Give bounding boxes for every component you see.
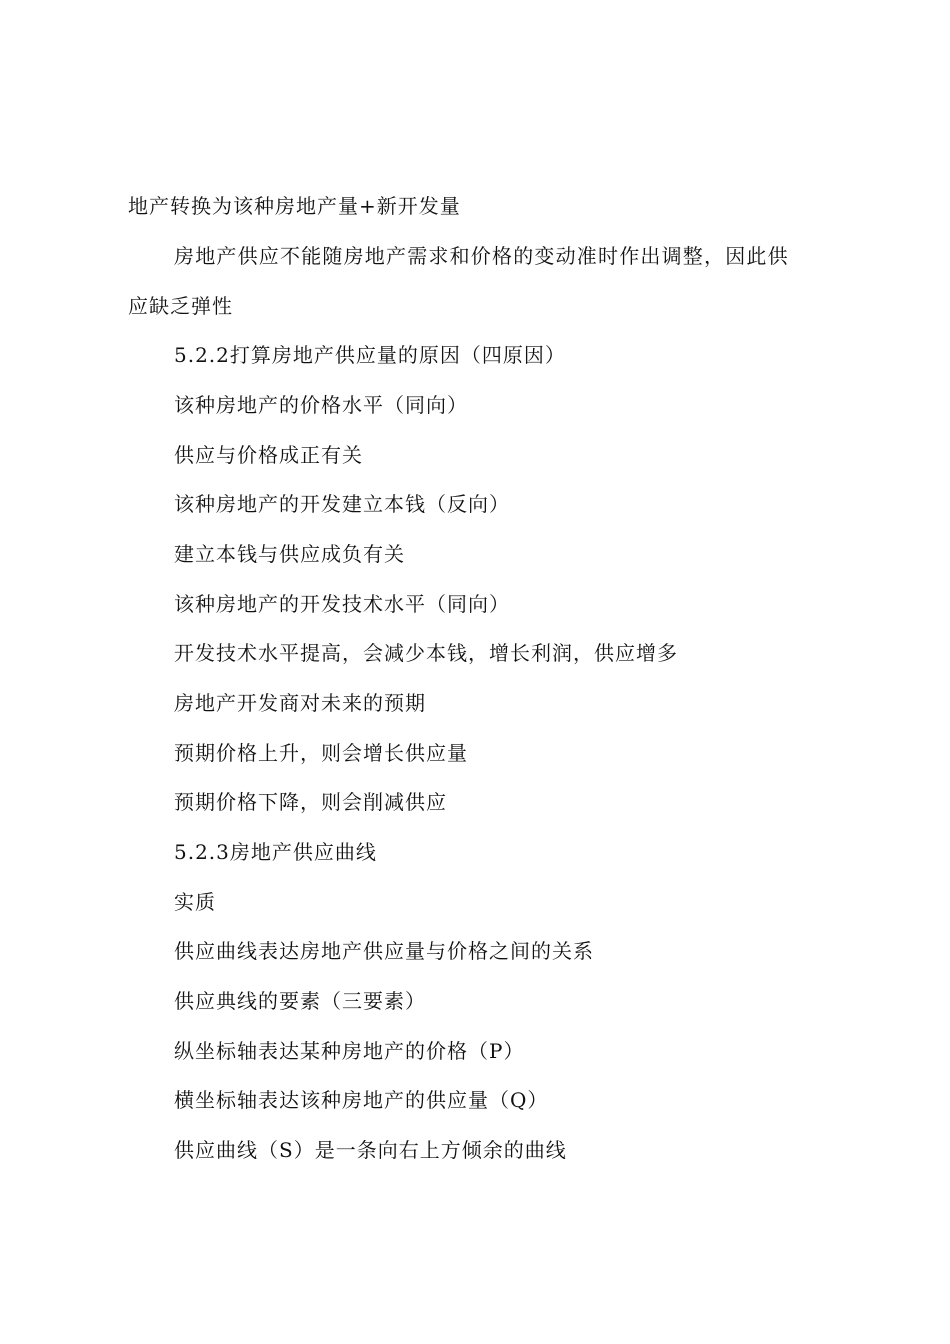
list-item: 该种房地产的开发技术水平（同向） [174,592,510,616]
list-item: 实质 [174,890,216,914]
paragraph-supply-elasticity-continued: 应缺乏弹性 [128,294,233,318]
list-item: 供应与价格成正有关 [174,443,363,467]
list-item: 横坐标轴表达该种房地产的供应量（Q） [174,1088,549,1112]
list-item: 供应曲线表达房地产供应量与价格之间的关系 [174,939,594,963]
list-item: 房地产开发商对未来的预期 [174,691,426,715]
list-item: 该种房地产的价格水平（同向） [174,393,468,417]
list-item: 供应曲线（S）是一条向右上方倾余的曲线 [174,1138,567,1162]
list-item: 供应典线的要素（三要素） [174,989,426,1013]
section-heading-5-2-3: 5.2.3房地产供应曲线 [174,840,377,864]
section-heading-5-2-2: 5.2.2打算房地产供应量的原因（四原因） [174,343,566,367]
paragraph-supply-elasticity: 房地产供应不能随房地产需求和价格的变动准时作出调整，因此供 [174,244,789,268]
list-item: 该种房地产的开发建立本钱（反向） [174,492,510,516]
list-item: 预期价格下降，则会削减供应 [174,790,447,814]
paragraph-continuation: 地产转换为该种房地产量+新开发量 [128,194,461,218]
list-item: 预期价格上升，则会增长供应量 [174,741,468,765]
list-item: 建立本钱与供应成负有关 [174,542,405,566]
list-item: 纵坐标轴表达某种房地产的价格（P） [174,1039,525,1063]
list-item: 开发技术水平提高，会减少本钱，增长利润，供应增多 [174,641,678,665]
